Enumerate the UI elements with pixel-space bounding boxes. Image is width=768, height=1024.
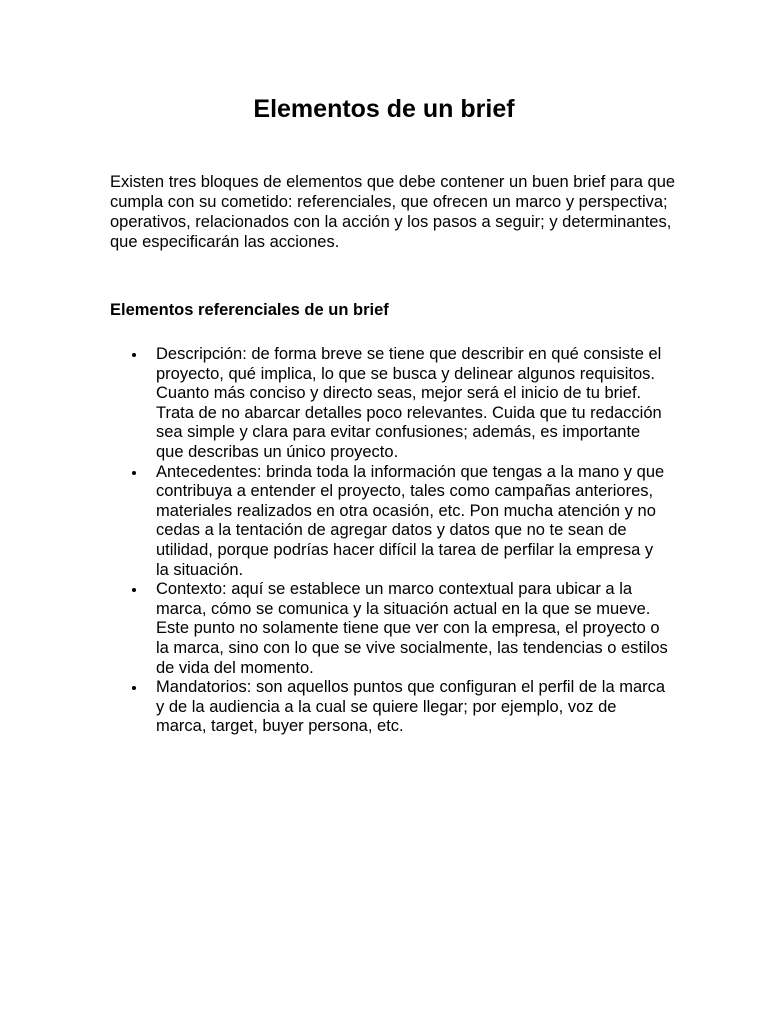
section-heading: Elementos referenciales de un brief <box>110 301 389 319</box>
bullet-text: Contexto: aquí se establece un marco contextual para ubicar a la marca, cómo se comunica y la situación actual en la que se mueve. Este punto no solamente tiene que ver con la empresa, el proyecto o la marca, sino con lo que se vive socialmente, las tendencias o estilos de vida del momento. <box>156 580 668 677</box>
bullet-dot-icon <box>132 588 136 592</box>
intro-paragraph: Existen tres bloques de elementos que debe contener un buen brief para que cumpla con su cometido: referenciales, que ofrecen un marco y perspectiva; operativos, relacionados con la acción y los pasos a seguir; y determinantes, que especificarán las acciones. <box>110 173 676 251</box>
bullet-dot-icon <box>132 471 136 475</box>
bullet-list <box>110 345 670 737</box>
bullet-item-descripcion <box>110 345 670 463</box>
bullet-dot-icon <box>132 353 136 357</box>
bullet-text: Antecedentes: brinda toda la información que tengas a la mano y que contribuya a entender el proyecto, tales como campañas anteriores, materiales realizados en otra ocasión, etc. Pon mucha atención y no cedas a la tentación de agregar datos y datos que no te sean de utilidad, porque podrías hacer difícil la tarea de perfilar la empresa y la situación. <box>156 462 665 579</box>
document-title: Elementos de un brief <box>253 95 515 123</box>
bullet-item-mandatorios <box>110 678 670 737</box>
bullet-text: Mandatorios: son aquellos puntos que configuran el perfil de la marca y de la audiencia a la cual se quiere llegar; por ejemplo, voz de marca, target, buyer persona, etc. <box>156 678 666 736</box>
bullet-item-contexto <box>110 580 670 678</box>
bullet-dot-icon <box>132 686 136 690</box>
bullet-text: Descripción: de forma breve se tiene que describir en qué consiste el proyecto, qué implica, lo que se busca y delinear algunos requisitos. Cuanto más conciso y directo seas, mejor será el inicio de tu brief. Trata de no abarcar detalles poco relevantes. Cuida que tu redacción sea simple y clara para evitar confusiones; además, es importante que describas un único proyecto. <box>156 345 662 461</box>
bullet-item-antecedentes <box>110 463 670 581</box>
